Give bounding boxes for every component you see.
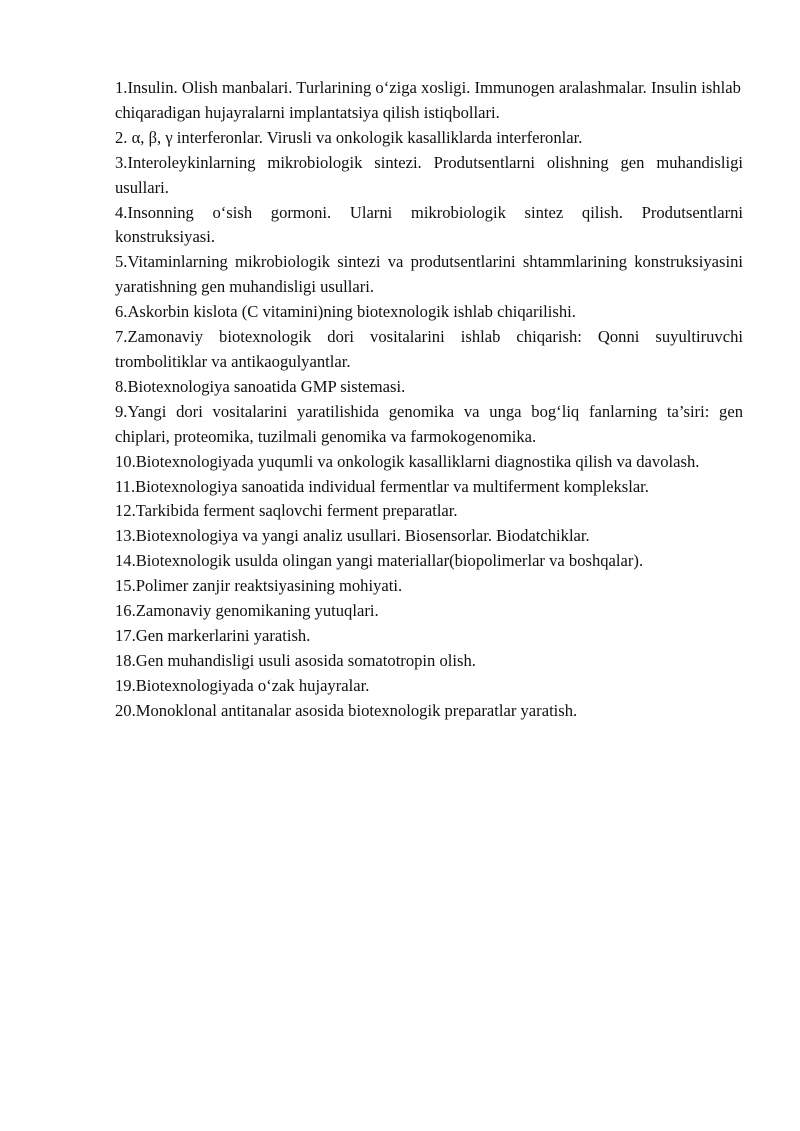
list-item: 5.Vitaminlarning mikrobiologik sintezi va produtsentlarini shtammlarining konstruksiyasini yaratishning gen muhandisligi usullari. — [115, 252, 743, 297]
list-item: 14.Biotexnologik usulda olingan yangi materiallar(biopolimerlar va boshqalar). — [115, 551, 644, 571]
list-item: 4.Insonning o‘sish gormoni. Ularni mikrobiologik sintez qilish. Produtsentlarni konstruksiyasi. — [115, 202, 743, 247]
list-item: 12.Tarkibida ferment saqlovchi ferment preparatlar. — [115, 501, 458, 521]
list-item: 13.Biotexnologiya va yangi analiz usullari. Biosensorlar. Biodatchiklar. — [115, 526, 590, 546]
list-item: 19.Biotexnologiyada o‘zak hujayralar. — [115, 675, 370, 695]
list-item: 8.Biotexnologiya sanoatida GMP sistemasi. — [115, 376, 406, 396]
list-item: 10.Biotexnologiyada yuqumli va onkologik kasalliklarni diagnostika qilish va davolash. — [115, 451, 700, 471]
list-item: 17.Gen markerlarini yaratish. — [115, 625, 311, 645]
list-item: 20.Monoklonal antitanalar asosida biotexnologik preparatlar yaratish. — [115, 700, 578, 720]
list-item: 15.Polimer zanjir reaktsiyasining mohiyati. — [115, 576, 403, 596]
list-item: 11.Biotexnologiya sanoatida individual fermentlar va multiferment komplekslar. — [115, 476, 649, 496]
list-item: 9.Yangi dori vositalarini yaratilishida genomika va unga bog‘liq fanlarning ta’siri: gen chiplari, proteomika, tuzilmali genomika va farmokogenomika. — [115, 401, 743, 446]
list-item: 16.Zamonaviy genomikaning yutuqlari. — [115, 601, 379, 621]
list-item: 18.Gen muhandisligi usuli asosida somatotropin olish. — [115, 650, 476, 670]
list-item: 7.Zamonaviy biotexnologik dori vositalarini ishlab chiqarish: Qonni suyultiruvchi trombolitiklar va antikaogulyantlar. — [115, 327, 743, 371]
list-item: 3.Interoleykinlarning mikrobiologik sintezi. Produtsentlarni olishning gen muhandisligi usullari. — [115, 152, 743, 197]
list-item: 6.Askorbin kislota (C vitamini)ning biotexnologik ishlab chiqarilishi. — [115, 302, 576, 322]
document-page — [115, 76, 743, 724]
list-item: 1.Insulin. Olish manbalari. Turlarining o‘ziga xosligi. Immunogen aralashmalar. Insulin ishlab chiqaradigan hujayralarni implantatsiya qilish istiqbollari. — [115, 78, 741, 122]
list-item: 2. α, β, γ interferonlar. Virusli va onkologik kasalliklarda interferonlar. — [115, 127, 583, 147]
